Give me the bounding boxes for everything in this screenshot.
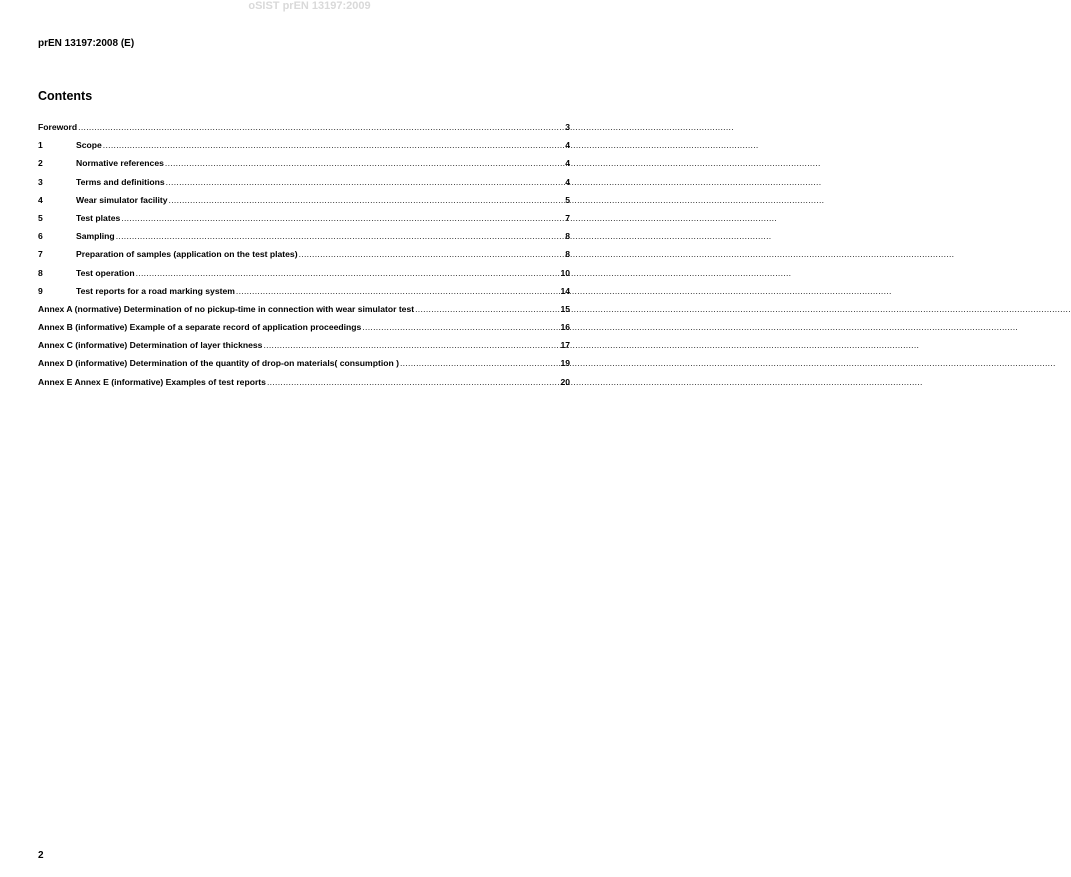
toc-entry-page: 19 <box>560 358 570 369</box>
toc-entry-number: 5 <box>38 212 43 223</box>
toc-entry-page: 20 <box>560 376 570 387</box>
toc-entry-title: Test reports for a road marking system <box>76 285 235 296</box>
toc-entry-number: 9 <box>38 285 43 296</box>
toc-entry-page: 8 <box>565 231 570 242</box>
toc-entry-page: 15 <box>560 303 570 314</box>
toc-entry-1[interactable] <box>38 140 570 158</box>
toc-entry-page: 7 <box>565 212 570 223</box>
toc-entry-page: 16 <box>560 322 570 333</box>
toc-entry-page: 14 <box>560 285 570 296</box>
toc-entry-title: Terms and definitions <box>76 176 165 187</box>
toc-entry-page: 10 <box>560 267 570 278</box>
toc-entry-annex-a[interactable] <box>38 304 570 322</box>
toc-entry-page: 4 <box>565 158 570 169</box>
toc-entry-annex-d[interactable] <box>38 358 570 376</box>
toc-leader-dots <box>116 231 565 241</box>
toc-entry-annex-b[interactable] <box>38 322 570 340</box>
toc-entry-8[interactable] <box>38 268 570 286</box>
page-number: 2 <box>38 850 44 861</box>
toc-leader-dots <box>78 122 564 132</box>
toc-entry-7[interactable] <box>38 249 570 267</box>
contents-heading: Contents <box>38 89 93 103</box>
toc-entry-page: 4 <box>565 140 570 151</box>
toc-entry-title: Sampling <box>76 231 115 242</box>
toc-entry-title: Preparation of samples (application on the test plates) <box>76 249 298 260</box>
toc-entry-3[interactable] <box>38 177 570 195</box>
toc-leader-dots <box>415 304 559 314</box>
toc-entry-number: 1 <box>38 140 43 151</box>
toc-leader-dots <box>166 177 565 187</box>
toc-entry-title: Wear simulator facility <box>76 194 168 205</box>
toc-leader-dots <box>299 249 565 259</box>
toc-leader-dots <box>263 340 559 350</box>
toc-entry-page: 3 <box>565 122 570 132</box>
toc-entry-title: Foreword <box>38 122 78 132</box>
toc-entry-5[interactable] <box>38 213 570 231</box>
toc-entry-title: Test plates <box>76 212 121 223</box>
toc-entry-number: 7 <box>38 249 43 260</box>
toc-entry-annex-c[interactable] <box>38 340 570 358</box>
toc-entry-title: Annex A (normative) Determination of no pickup-time in connection with wear simulator test <box>38 303 415 314</box>
toc-entry-9[interactable] <box>38 286 570 304</box>
toc-entry-title: Annex E Annex E (informative) Examples of test reports <box>38 376 266 387</box>
toc-entry-number: 8 <box>38 267 43 278</box>
toc-leader-dots <box>165 158 564 168</box>
toc-entry-title: Annex D (informative) Determination of the quantity of drop-on materials( consumption ) <box>38 358 399 369</box>
toc-entry-number: 3 <box>38 176 43 187</box>
toc-leader-dots <box>236 286 560 296</box>
toc-entry-6[interactable] <box>38 231 570 249</box>
toc-entry-4[interactable] <box>38 195 570 213</box>
toc-entry-number: 2 <box>38 158 43 169</box>
toc-leader-dots <box>121 213 564 223</box>
toc-entry-title: Scope <box>76 140 102 151</box>
toc-entry-annex-e[interactable] <box>38 377 570 395</box>
toc-entry-2[interactable] <box>38 158 570 176</box>
toc-entry-title: Annex C (informative) Determination of layer thickness <box>38 340 263 351</box>
toc-entry-title: Test operation <box>76 267 135 278</box>
watermark: oSIST prEN 13197:2009 <box>248 0 371 12</box>
document-id: prEN 13197:2008 (E) <box>38 38 135 49</box>
toc-entry-page: 8 <box>565 249 570 260</box>
toc-entry-page: 5 <box>565 194 570 205</box>
toc-leader-dots <box>103 140 564 150</box>
toc-entry-number: 6 <box>38 231 43 242</box>
toc-entry-title: Annex B (informative) Example of a separate record of application proceedings <box>38 322 362 333</box>
toc-entry-foreword[interactable] <box>38 122 570 140</box>
toc-leader-dots <box>400 358 559 368</box>
toc-entry-page: 4 <box>565 176 570 187</box>
toc-leader-dots <box>169 195 565 205</box>
toc-leader-dots <box>267 377 559 387</box>
toc-leader-dots <box>362 322 559 332</box>
toc-entry-page: 17 <box>560 340 570 351</box>
toc-entry-number: 4 <box>38 194 43 205</box>
table-of-contents <box>38 122 570 395</box>
toc-entry-title: Normative references <box>76 158 164 169</box>
toc-leader-dots <box>136 268 560 278</box>
